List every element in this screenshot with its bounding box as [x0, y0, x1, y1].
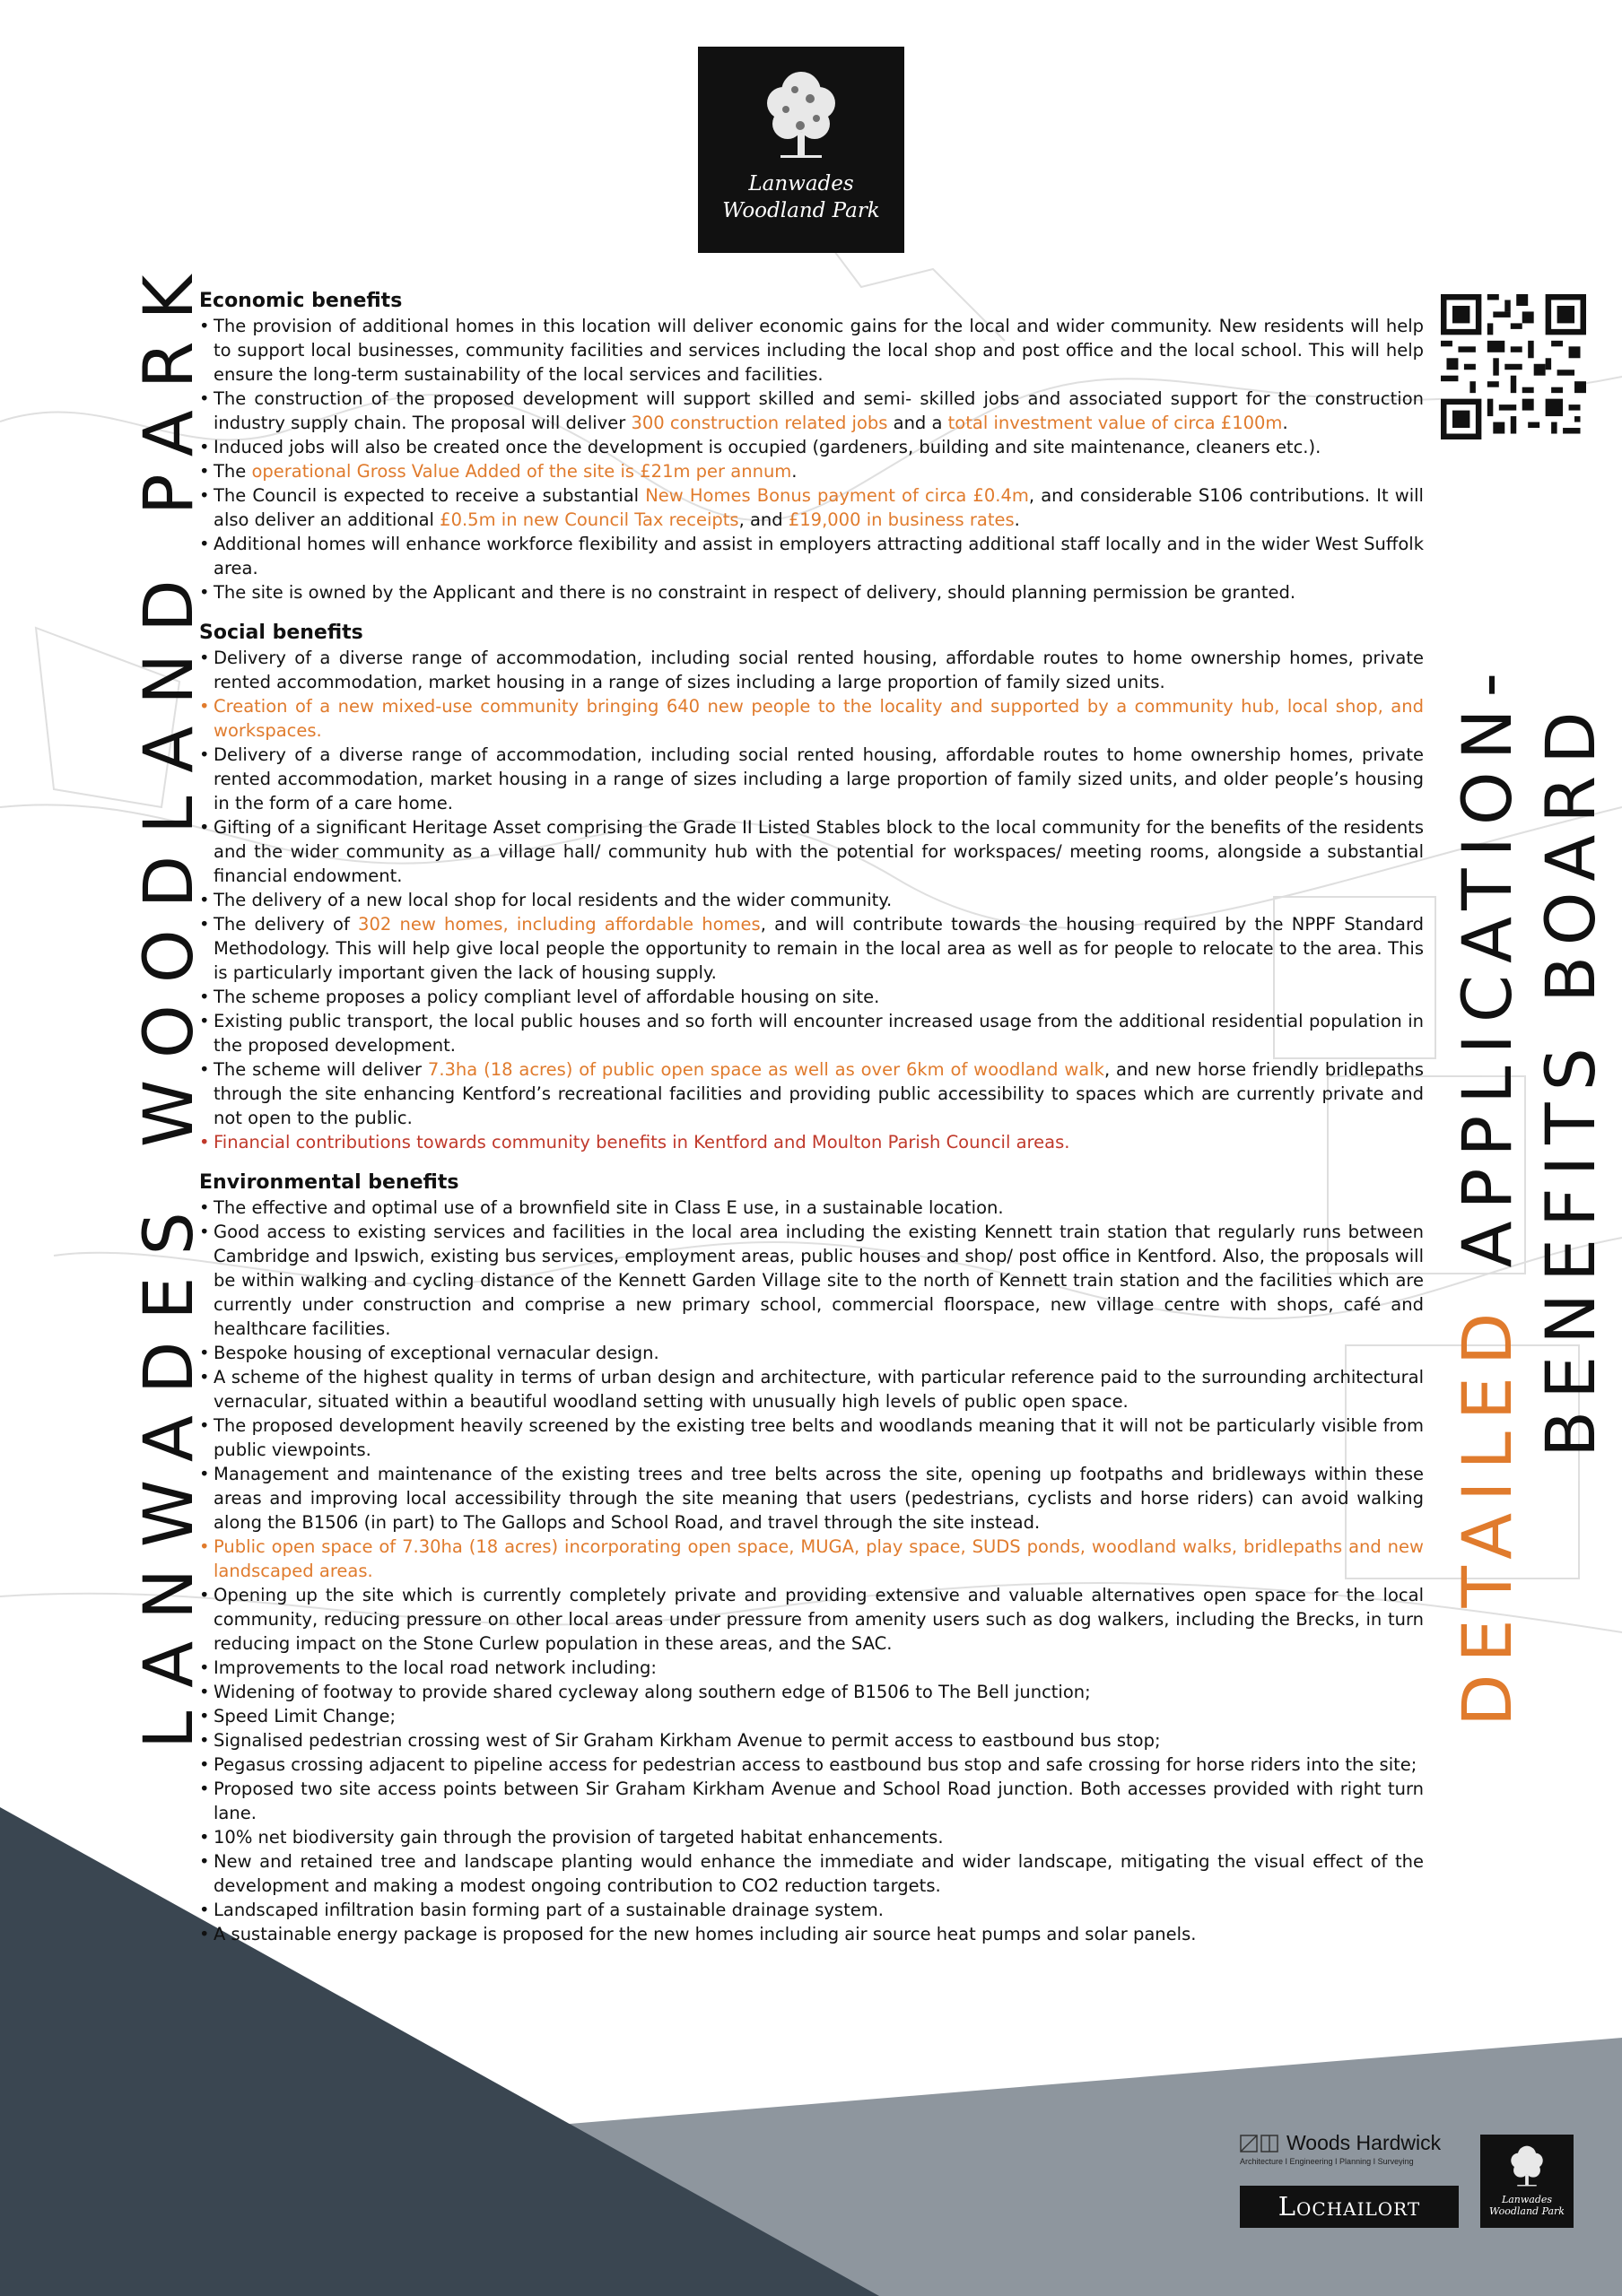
social-item-text: The delivery of [214, 914, 359, 935]
economic-heading: Economic benefits [199, 290, 403, 312]
social-item-text: , and new horse friendly bridlepaths through the site enhancing Kentford’s recreational facilities and providing public accessibility to spaces which are currently private and not open to the public. [214, 1059, 1424, 1128]
environmental-list [199, 1196, 1424, 1946]
woods-hardwick-tagline: Architecture I Engineering I Planning I Surveying [1240, 2157, 1414, 2166]
environmental-item-text: 10% net biodiversity gain through the provision of targeted habitat enhancements. [214, 1827, 944, 1848]
vertical-page-title-text: LANWADES WOODLAND PARK [128, 253, 208, 1749]
environmental-list-item [199, 1365, 1424, 1413]
lanwades-small-logo [1480, 2135, 1574, 2228]
economic-list-item [199, 435, 1424, 459]
economic-item-text: . [1014, 509, 1020, 530]
environmental-item-text: Opening up the site which is currently completely private and providing extensive and valuable alternatives open space for the local community, reducing pressure on other local areas under pressure from amenity users such as dog walkers, including the Brecks, in turn reducing impact on the Stone Curlew population in these areas, and the SAC. [214, 1585, 1424, 1654]
social-list-item [199, 743, 1424, 815]
environmental-list-item [199, 1849, 1424, 1898]
social-item-text: 7.3ha (18 acres) of public open space as well as over 6km of woodland walk [427, 1059, 1104, 1080]
benefits-content [199, 289, 1424, 1962]
environmental-list-item [199, 1777, 1424, 1825]
lochailort-text: Lochailort [1278, 2191, 1421, 2222]
economic-item-text: £0.5m in new Council Tax receipts [440, 509, 739, 530]
board-title-line-2: BENEFITS BOARD [1530, 700, 1610, 1457]
social-item-text: The scheme proposes a policy compliant level of affordable housing on site. [214, 987, 880, 1007]
oak-tree-icon [761, 63, 842, 170]
social-heading: Social benefits [199, 622, 363, 644]
economic-list-item [199, 532, 1424, 580]
environmental-list-item [199, 1680, 1424, 1704]
economic-item-text: . [791, 461, 798, 482]
environmental-list-item [199, 1728, 1424, 1752]
social-list-item [199, 912, 1424, 985]
environmental-item-text: A sustainable energy package is proposed for the new homes including air source heat pumps and solar panels. [214, 1924, 1197, 1944]
small-logo-line-1: Lanwades [1501, 2194, 1553, 2205]
board-title-line-1-rest: APPLICATION- [1447, 660, 1527, 1301]
social-item-text: Delivery of a diverse range of accommodation, including social rented housing, affordable routes to home ownership homes, private rented accommodation, market housing in a range of sizes including a large proportion of family sized units. [214, 648, 1424, 692]
economic-list-item [199, 580, 1424, 604]
economic-list-item [199, 483, 1424, 532]
economic-list-item [199, 314, 1424, 387]
social-list-item [199, 815, 1424, 888]
environmental-list-item [199, 1413, 1424, 1462]
board-title-accent: DETAILED [1447, 1300, 1527, 1726]
economic-item-text: The provision of additional homes in this location will deliver economic gains for the local and wider community. New residents will help to support local businesses, community facilities and services including the local shop and post office and the local school. This will help ensure the long-term sustainability of the local services and facilities. [214, 316, 1424, 385]
economic-item-text: The site is owned by the Applicant and there is no constraint in respect of delivery, should planning permission be granted. [214, 582, 1296, 603]
economic-item-text: and a [887, 413, 948, 433]
environmental-section [199, 1170, 1424, 1946]
environmental-list-item [199, 1704, 1424, 1728]
social-list-item [199, 1130, 1424, 1154]
lanwades-logo [698, 47, 904, 253]
woods-hardwick-row [1240, 2131, 1461, 2155]
logo-line-2: Woodland Park [722, 199, 880, 222]
social-item-text: The delivery of a new local shop for local residents and the wider community. [214, 890, 893, 910]
environmental-item-text: Good access to existing services and facilities in the local area including the existing Kennett train station that regularly runs between Cambridge and Ipswich, existing bus services, employment areas, public houses and shop/ post office in Kentford. Also, the proposals will be within walking and cycling distance of the Kennett Garden Village site to the north of Kennett train station and the facilities which are currently under construction and comprise a new primary school, commercial floorspace, new village centre with shops, café and healthcare facilities. [214, 1222, 1424, 1339]
environmental-list-item [199, 1196, 1424, 1220]
social-list-item [199, 985, 1424, 1009]
environmental-item-text: Landscaped infiltration basin forming part of a sustainable drainage system. [214, 1900, 884, 1920]
environmental-item-text: Pegasus crossing adjacent to pipeline access for pedestrian access to eastbound bus stop and safe crossing for horse riders into the site; [214, 1754, 1417, 1775]
economic-item-text: Additional homes will enhance workforce flexibility and assist in employers attracting additional staff locally and in the wider West Suffolk area. [214, 534, 1424, 578]
small-logo-line-2: Woodland Park [1489, 2205, 1565, 2217]
woods-hardwick-mark-icon [1240, 2135, 1279, 2152]
social-item-text: Existing public transport, the local public houses and so forth will encounter increased usage from the additional residential population in the proposed development. [214, 1011, 1424, 1056]
environmental-list-item [199, 1656, 1424, 1680]
environmental-list-item [199, 1825, 1424, 1849]
social-item-text: Creation of a new mixed-use community bringing 640 new people to the locality and supported by a community hub, local shop, and workspaces. [214, 696, 1424, 741]
economic-item-text: . [1282, 413, 1288, 433]
qr-code-icon[interactable] [1441, 294, 1586, 439]
economic-item-text: £19,000 in business rates [788, 509, 1015, 530]
environmental-list-item [199, 1898, 1424, 1922]
social-item-text: Gifting of a significant Heritage Asset comprising the Grade II Listed Stables block to the local community for the benefits of the residents and the wider community as a village hall/ community hub with the potential for workspaces/ meeting rooms, alongside a substantial financial endowment. [214, 817, 1424, 886]
economic-item-text: operational Gross Value Added of the site is £21m per annum [251, 461, 792, 482]
environmental-item-text: Signalised pedestrian crossing west of Sir Graham Kirkham Avenue to permit access to eastbound bus stop; [214, 1730, 1161, 1751]
economic-item-text: Induced jobs will also be created once the development is occupied (gardeners, building and site maintenance, cleaners etc.). [214, 437, 1321, 457]
environmental-item-text: Improvements to the local road network including: [214, 1657, 657, 1678]
economic-item-text: New Homes Bonus payment of circa £0.4m [645, 485, 1029, 506]
environmental-list-item [199, 1220, 1424, 1341]
environmental-item-text: The proposed development heavily screened by the existing tree belts and woodlands meaning that it will not be particularly visible from public viewpoints. [214, 1415, 1424, 1460]
environmental-list-item [199, 1341, 1424, 1365]
environmental-list-item [199, 1462, 1424, 1535]
social-list-item [199, 1057, 1424, 1130]
small-logo-text [1480, 2194, 1574, 2217]
environmental-item-text: New and retained tree and landscape planting would enhance the immediate and wider landscape, mitigating the visual effect of the development and making a modest ongoing contribution to CO2 reduction targets. [214, 1851, 1424, 1896]
environmental-list-item [199, 1752, 1424, 1777]
environmental-item-text: Proposed two site access points between Sir Graham Kirkham Avenue and School Road junction. Both accesses provided with right turn lane. [214, 1779, 1424, 1823]
environmental-item-text: Management and maintenance of the existing trees and tree belts across the site, opening up footpaths and bridleways within these areas and improving local accessibility through the site meaning that users (pedestrians, cyclists and horse riders) can avoid walking along the B1506 (in part) to The Gallops and School Road, and travel through the site instead. [214, 1464, 1424, 1533]
social-list-item [199, 646, 1424, 694]
economic-item-text: The construction of the proposed development will support skilled and semi- skilled jobs and associated support for the construction industry supply chain. The proposal will deliver [214, 388, 1424, 433]
environmental-list-item [199, 1535, 1424, 1583]
economic-item-text: 300 construction related jobs [631, 413, 888, 433]
lochailort-logo [1240, 2186, 1459, 2228]
economic-section [199, 289, 1424, 604]
woods-hardwick-logo [1240, 2131, 1461, 2166]
economic-item-text: , and [738, 509, 789, 530]
environmental-item-text: The effective and optimal use of a brownfield site in Class E use, in a sustainable location. [214, 1197, 1004, 1218]
economic-list-item [199, 387, 1424, 435]
logo-line-1: Lanwades [748, 172, 854, 196]
economic-list [199, 314, 1424, 604]
woods-hardwick-name: Woods Hardwick [1286, 2131, 1442, 2154]
environmental-item-text: A scheme of the highest quality in terms of urban design and architecture, with particular reference paid to the surrounding architectural vernacular, situated within a beautiful woodland setting with unusually high levels of public open space. [214, 1367, 1424, 1412]
environmental-list-item [199, 1922, 1424, 1946]
environmental-item-text: Widening of footway to provide shared cycleway along southern edge of B1506 to The Bell junction; [214, 1682, 1091, 1702]
economic-item-text: The [214, 461, 252, 482]
social-item-text: Delivery of a diverse range of accommodation, including social rented housing, affordable routes to home ownership homes, private rented accommodation, market housing in a range of sizes including a large proportion of family sized units, and older people’s housing in the form of a care home. [214, 744, 1424, 813]
social-list-item [199, 694, 1424, 743]
board-title-line-1 [1444, 471, 1530, 1726]
social-item-text: , and will contribute towards the housing required by the NPPF Standard Methodology. This will help give local people the opportunity to remain in the local area as well as for people to relocate to the area. This is particularly important given the lack of housing supply. [214, 914, 1425, 983]
environmental-item-text: Bespoke housing of exceptional vernacular design. [214, 1343, 659, 1363]
environmental-item-text: Speed Limit Change; [214, 1706, 397, 1726]
economic-item-text: total investment value of circa £100m [947, 413, 1283, 433]
social-list-item [199, 888, 1424, 912]
board-title-rotated [1444, 471, 1611, 1726]
environmental-heading: Environmental benefits [199, 1171, 459, 1194]
economic-list-item [199, 459, 1424, 483]
social-section [199, 621, 1424, 1154]
economic-item-text: , and considerable S106 contributions. It will also deliver an additional [214, 485, 1424, 530]
social-item-text: The scheme will deliver [214, 1059, 428, 1080]
social-list-item [199, 1009, 1424, 1057]
environmental-item-text: Public open space of 7.30ha (18 acres) incorporating open space, MUGA, play space, SUDS ponds, woodland walks, bridlepaths and new landscaped areas. [214, 1536, 1424, 1581]
social-item-text: 302 new homes, including affordable homes [358, 914, 761, 935]
social-item-text: Financial contributions towards community benefits in Kentford and Moulton Parish Council areas. [214, 1132, 1070, 1152]
environmental-list-item [199, 1583, 1424, 1656]
economic-item-text: The Council is expected to receive a substantial [214, 485, 646, 506]
oak-tree-icon [1507, 2142, 1547, 2192]
social-list [199, 646, 1424, 1154]
